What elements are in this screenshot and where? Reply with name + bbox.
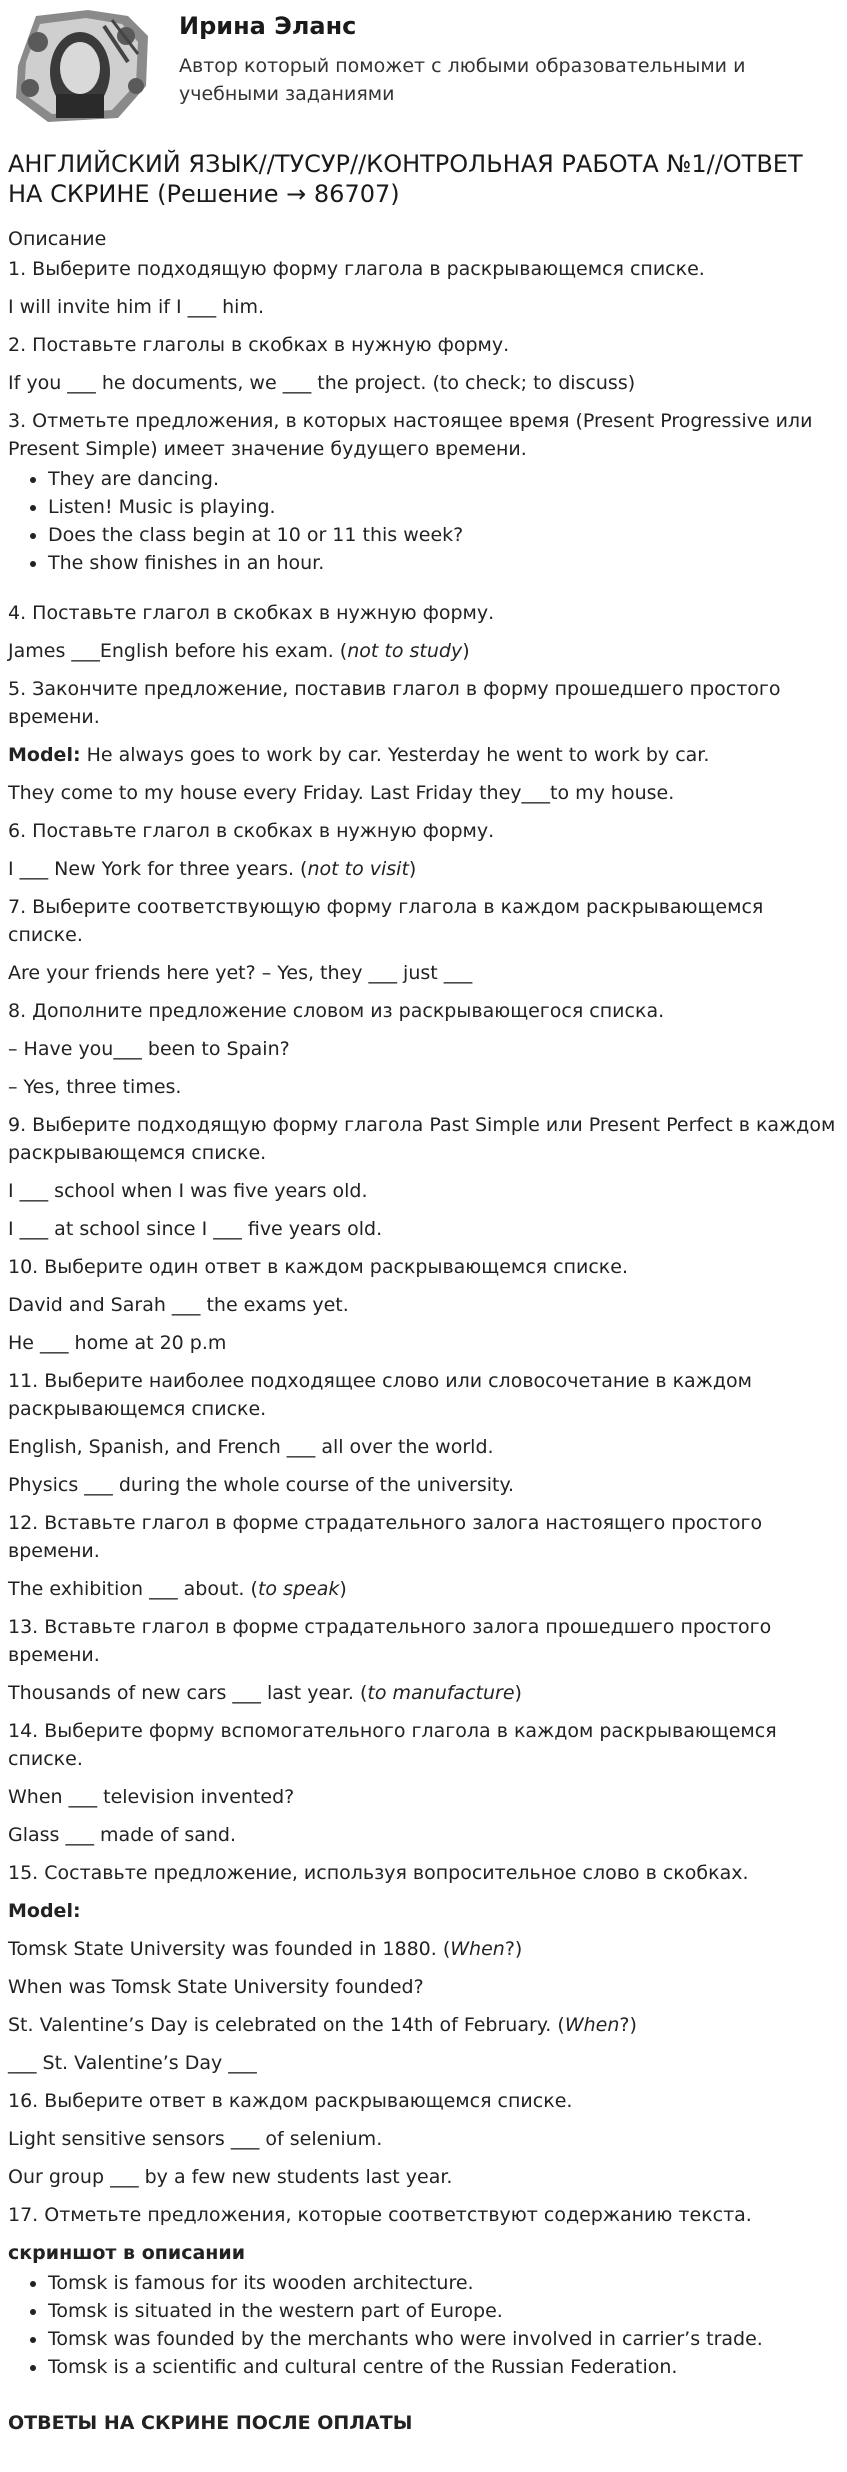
task-9-sentence-2: I ___ at school since I ___ five years old. — [8, 1218, 383, 1240]
task-3-question: 3. Отметьте предложения, в которых настоящее время (Present Progressive или Present Simple) имеет значение будущего времени. — [8, 410, 813, 460]
task-13-question: 13. Вставьте глагол в форме страдательного залога прошедшего простого времени. — [8, 1616, 772, 1666]
task-6-sentence — [8, 855, 839, 883]
task-15-sentence-2: When was Tomsk State University founded? — [8, 1976, 424, 1998]
task-4-hint: not to study — [347, 640, 463, 662]
task-15-s3-close: ?) — [619, 2014, 637, 2036]
task-16-sentence-1: Light sensitive sensors ___ of selenium. — [8, 2128, 383, 2150]
task-6-text: I ___ New York for three years. ( — [8, 858, 308, 880]
task-5-model-label: Model: — [8, 744, 81, 766]
task-16-question: 16. Выберите ответ в каждом раскрывающемся списке. — [8, 2090, 573, 2112]
task-15-s1-text: Tomsk State University was founded in 1880. ( — [8, 1938, 451, 1960]
task-15-s1-close: ?) — [504, 1938, 523, 1960]
task-12-close: ) — [339, 1578, 347, 1600]
task-15-s3-hint: When — [564, 2014, 620, 2036]
task-6-close: ) — [408, 858, 417, 880]
footer-note — [8, 2409, 839, 2437]
task-12-sentence — [8, 1575, 839, 1603]
task-15-question: 15. Составьте предложение, используя вопросительное слово в скобках. — [8, 1862, 749, 1884]
task-15-model-label: Model: — [8, 1900, 81, 1922]
author-name: Ирина Эланс — [179, 12, 357, 40]
task-5-model-text: He always goes to work by car. Yesterday he went to work by car. — [80, 744, 710, 766]
task-15-s3-text: St. Valentine’s Day is celebrated on the 14th of February. ( — [8, 2014, 565, 2036]
task-12-text: The exhibition ___ about. ( — [8, 1578, 258, 1600]
task-8-question: 8. Дополните предложение словом из раскрывающегося списка. — [8, 1000, 665, 1022]
task-3-option-1: • They are dancing. — [48, 465, 839, 493]
task-11-sentence-1: English, Spanish, and French ___ all over the world. — [8, 1436, 494, 1458]
task-17-question: 17. Отметьте предложения, которые соответствуют содержанию текста. — [8, 2204, 752, 2226]
task-15-sentence-1 — [8, 1935, 839, 1963]
task-14-question: 14. Выберите форму вспомогательного глагола в каждом раскрывающемся списке. — [8, 1720, 777, 1770]
task-17-option-3: • Tomsk was founded by the merchants who were involved in carrier’s trade. — [48, 2325, 839, 2353]
task-12-question: 12. Вставьте глагол в форме страдательного залога настоящего простого времени. — [8, 1512, 763, 1562]
task-content — [8, 225, 839, 2437]
task-15-model — [8, 1897, 839, 1925]
task-7-sentence: Are your friends here yet? – Yes, they ___ just ___ — [8, 962, 473, 984]
task-14-sentence-2: Glass ___ made of sand. — [8, 1824, 236, 1846]
task-3-option-4: • The show finishes in an hour. — [48, 549, 839, 577]
task-4-sentence — [8, 637, 839, 665]
task-7-question: 7. Выберите соответствующую форму глагола в каждом раскрывающемся списке. — [8, 896, 764, 946]
task-3-option-2: • Listen! Music is playing. — [48, 493, 839, 521]
task-13-sentence — [8, 1679, 839, 1707]
task-10-sentence-1: David and Sarah ___ the exams yet. — [8, 1294, 349, 1316]
footer-note-text: ОТВЕТЫ НА СКРИНЕ ПОСЛЕ ОПЛАТЫ — [8, 2412, 413, 2434]
task-6-question: 6. Поставьте глагол в скобках в нужную форму. — [8, 820, 495, 842]
task-8-sentence-1: – Have you___ been to Spain? — [8, 1038, 290, 1060]
task-15-sentence-3 — [8, 2011, 839, 2039]
task-15-sentence-4: ___ St. Valentine’s Day ___ — [8, 2052, 257, 2074]
task-13-text: Thousands of new cars ___ last year. ( — [8, 1682, 368, 1704]
task-17-options — [8, 2269, 839, 2381]
task-17-option-2: • Tomsk is situated in the western part of Europe. — [48, 2297, 839, 2325]
author-avatar — [8, 6, 153, 126]
task-16-sentence-2: Our group ___ by a few new students last year. — [8, 2166, 453, 2188]
task-10-question: 10. Выберите один ответ в каждом раскрывающемся списке. — [8, 1256, 628, 1278]
task-11-sentence-2: Physics ___ during the whole course of the university. — [8, 1474, 515, 1496]
task-3-option-3: • Does the class begin at 10 or 11 this week? — [48, 521, 839, 549]
task-15-s1-hint: When — [450, 1938, 505, 1960]
task-17-note — [8, 2239, 839, 2267]
task-11-question: 11. Выберите наиболее подходящее слово или словосочетание в каждом раскрывающемся списке. — [8, 1370, 752, 1420]
task-5-model — [8, 741, 839, 769]
author-description: Автор который поможет с любыми образовательными и учебными заданиями — [179, 55, 746, 105]
task-10-sentence-2: He ___ home at 20 p.m — [8, 1332, 227, 1354]
task-4-text: James ___English before his exam. ( — [8, 640, 348, 662]
task-4-question: 4. Поставьте глагол в скобках в нужную форму. — [8, 602, 495, 624]
task-1-question: 1. Выберите подходящую форму глагола в раскрывающемся списке. — [8, 258, 705, 280]
task-13-close: ) — [514, 1682, 522, 1704]
task-17-option-1: • Tomsk is famous for its wooden architecture. — [48, 2269, 839, 2297]
task-2-sentence: If you ___ he documents, we ___ the project. (to check; to discuss) — [8, 372, 636, 394]
task-1-sentence: I will invite him if I ___ him. — [8, 296, 265, 318]
task-5-question: 5. Закончите предложение, поставив глагол в форму прошедшего простого времени. — [8, 678, 781, 728]
task-9-sentence-1: I ___ school when I was five years old. — [8, 1180, 368, 1202]
task-8-sentence-2: – Yes, three times. — [8, 1076, 182, 1098]
task-17-option-4: • Tomsk is a scientific and cultural centre of the Russian Federation. — [48, 2353, 839, 2381]
author-card — [8, 0, 839, 135]
task-12-hint: to speak — [257, 1578, 340, 1600]
task-3-options — [8, 465, 839, 577]
task-14-sentence-1: When ___ television invented? — [8, 1786, 295, 1808]
task-2-question: 2. Поставьте глаголы в скобках в нужную форму. — [8, 334, 510, 356]
task-17-note-text: скриншот в описании — [8, 2242, 246, 2264]
task-13-hint: to manufacture — [367, 1682, 515, 1704]
task-9-question: 9. Выберите подходящую форму глагола Past Simple или Present Perfect в каждом раскрывающемся списке. — [8, 1114, 836, 1164]
task-5-sentence: They come to my house every Friday. Last Friday they___to my house. — [8, 782, 675, 804]
task-6-hint: not to visit — [307, 858, 409, 880]
description-label: Описание — [8, 228, 107, 250]
task-4-close: ) — [462, 640, 470, 662]
page-title: АНГЛИЙСКИЙ ЯЗЫК//ТУСУР//КОНТРОЛЬНАЯ РАБОТА №1//ОТВЕТ НА СКРИНЕ (Решение → 86707) — [8, 150, 803, 208]
